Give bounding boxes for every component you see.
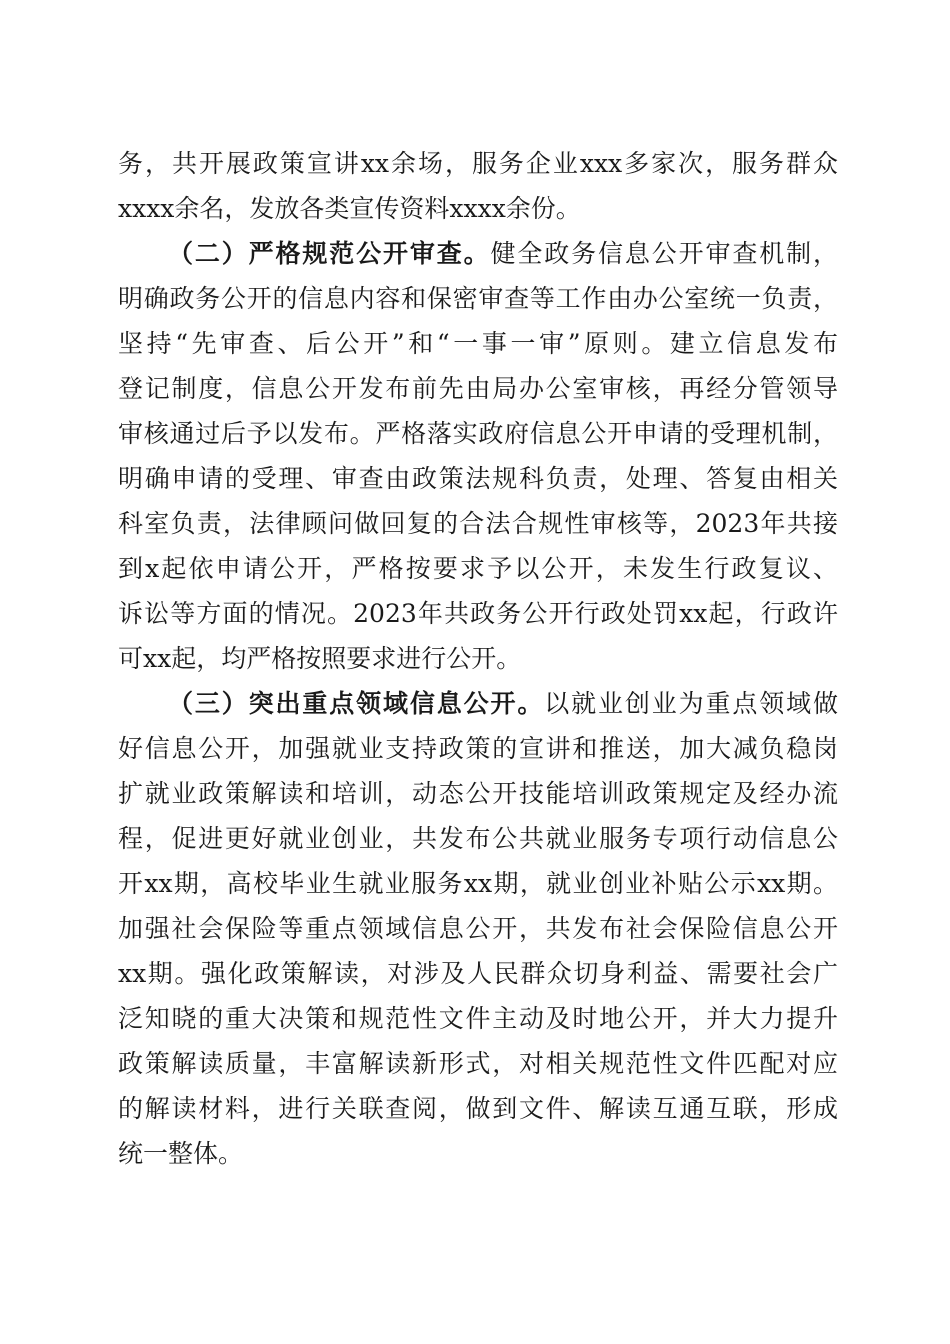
paragraph-3-first-line xyxy=(168,684,838,724)
text-line: 可xx起，均严格按照要求进行公开。 xyxy=(118,644,522,673)
text-line: 开xx期，高校毕业生就业服务xx期，就业创业补贴公示xx期。 xyxy=(118,869,838,898)
text-line: 泛知晓的重大决策和规范性文件主动及时地公开，并大力提升 xyxy=(118,1004,838,1033)
text-line: 加强社会保险等重点领域信息公开，共发布社会保险信息公开 xyxy=(118,914,838,943)
section-heading-2: （二）严格规范公开审查。 xyxy=(168,239,491,268)
text-span: 以就业创业为重点领域做 xyxy=(544,689,838,718)
text-line: 的解读材料，进行关联查阅，做到文件、解读互通互联，形成 xyxy=(118,1094,838,1123)
text-line: 坚持“先审查、后公开”和“一事一审”原则。建立信息发布 xyxy=(118,329,838,358)
text-line: 扩就业政策解读和培训，动态公开技能培训政策规定及经办流 xyxy=(118,779,838,808)
text-line: xxxx余名，发放各类宣传资料xxxx余份。 xyxy=(118,194,581,223)
text-span: 健全政务信息公开审查机制， xyxy=(490,239,838,268)
text-line: 诉讼等方面的情况。2023年共政务公开行政处罚xx起，行政许 xyxy=(118,599,838,628)
text-line: 统一整体。 xyxy=(118,1139,244,1168)
text-line: 务，共开展政策宣讲xx余场，服务企业xxx多家次，服务群众 xyxy=(118,149,838,178)
text-line: 到x起依申请公开，严格按要求予以公开，未发生行政复议、 xyxy=(118,554,838,583)
text-line: 好信息公开，加强就业支持政策的宣讲和推送，加大减负稳岗 xyxy=(118,734,838,763)
text-line: 明确申请的受理、审查由政策法规科负责，处理、答复由相关 xyxy=(118,464,838,493)
text-line: 审核通过后予以发布。严格落实政府信息公开申请的受理机制， xyxy=(118,419,838,448)
text-line: xx期。强化政策解读，对涉及人民群众切身利益、需要社会广 xyxy=(118,959,838,988)
section-heading-3: （三）突出重点领域信息公开。 xyxy=(168,689,545,718)
text-line: 明确政务公开的信息内容和保密审查等工作由办公室统一负责， xyxy=(118,284,838,313)
text-line: 程，促进更好就业创业，共发布公共就业服务专项行动信息公 xyxy=(118,824,838,853)
text-line: 科室负责，法律顾问做回复的合法合规性审核等，2023年共接 xyxy=(118,509,838,538)
text-line: 登记制度，信息公开发布前先由局办公室审核，再经分管领导 xyxy=(118,374,838,403)
paragraph-2-first-line xyxy=(168,234,838,274)
text-line: 政策解读质量，丰富解读新形式，对相关规范性文件匹配对应 xyxy=(118,1049,838,1078)
